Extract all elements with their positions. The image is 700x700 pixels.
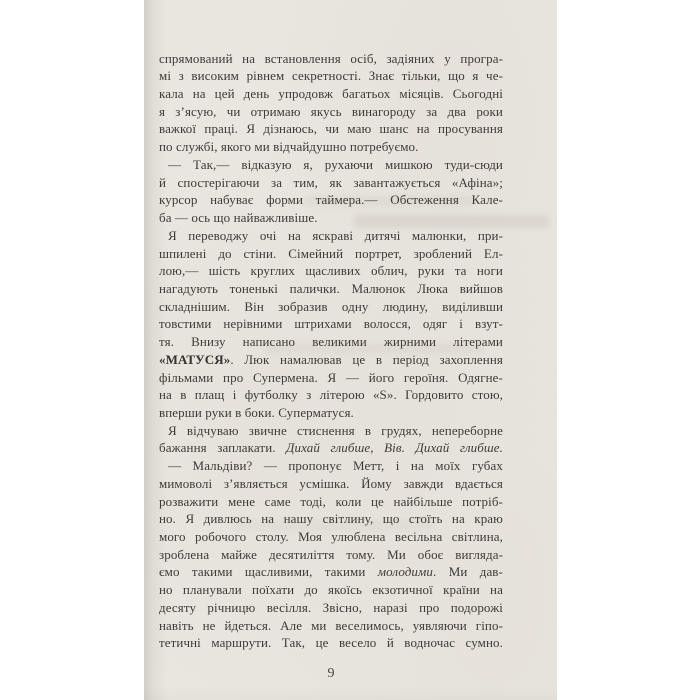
text-line [159, 280, 503, 298]
text-line [159, 581, 503, 599]
text-segment: мі з високим рівнем секретності. Знає тільки, що я че- [159, 68, 503, 84]
text-line [159, 50, 503, 68]
text-line [159, 245, 503, 263]
text-segment: важкої праці. Я дізнаюсь, чи маю шанс на просування [159, 121, 503, 137]
text-line [159, 599, 503, 617]
text-segment: но. Я дивлюсь на нашу світлину, що стоїть на краю [159, 511, 503, 527]
text-segment: кала на цей день упродовж багатьох місяців. Сьогодні [159, 86, 503, 102]
text-line [159, 262, 503, 280]
text-segment: Я переводжу очі на яскраві дитячі малюнки, при- [168, 227, 503, 243]
text-line [159, 298, 503, 316]
text-segment: лою,— шість круглих щасливих облич, руки та ноги [159, 263, 503, 279]
text-segment: мого робочого столу. Моя улюблена весільна світлина, [159, 529, 503, 544]
text-segment: нагадують тоненькі палички. Малюнок Люка вийшов [159, 280, 503, 296]
text-segment: й спостерігаючи за тим, як завантажується «Афіна»; [159, 174, 503, 190]
text-line [159, 493, 503, 511]
text-line [159, 510, 503, 528]
text-segment: на в плащ і футболку з літерою «S». Гордовито стою, [159, 387, 503, 403]
text-segment: курсор набуває форми таймера.— Обстеження Кале- [159, 192, 503, 208]
text-line [159, 546, 503, 564]
text-segment: . Ми дав- [433, 564, 503, 580]
text-line [159, 191, 503, 209]
text-segment: но планували поїхати до якоїсь екзотичної країни на [159, 582, 503, 598]
text-segment: . Люк намалював це в період захоплення [230, 351, 503, 367]
text-segment: десяту річницю весілля. Звісно, наразі про подорожі [159, 599, 503, 615]
paper-page [144, 0, 557, 700]
text-segment: фільмами про Супермена. Я — його героїня. Одягне- [159, 369, 503, 385]
text-line [159, 103, 503, 121]
text-line [159, 333, 503, 351]
text-segment: — Так,— відказую я, рухаючи мишкою туди-сюди [168, 156, 503, 172]
text-segment: тя. Внизу написано великими жирними літерами [159, 334, 503, 350]
text-segment: я з’ясую, чи отримаю якусь винагороду за два роки [159, 103, 503, 119]
text-segment: Я відчуваю звичне стиснення в грудях, непереборне [168, 422, 503, 438]
text-line [159, 174, 503, 192]
text-segment: мимоволі з’являється усмішка. Йому завжди вдається [159, 475, 503, 491]
text-line [159, 351, 503, 369]
text-segment: розважити мене саме тоді, коли це найбільше потріб- [159, 493, 503, 509]
text-line [159, 67, 503, 85]
text-line [159, 457, 503, 475]
text-line [159, 422, 503, 440]
text-segment: «МАТУСЯ» [159, 351, 231, 367]
text-segment: ба — ось що найважливіше. [159, 210, 318, 226]
text-line [159, 617, 503, 635]
text-line [159, 634, 503, 652]
text-line [159, 209, 503, 227]
text-line [159, 315, 503, 333]
paragraph [159, 50, 503, 156]
text-segment: по службі, якого ми відчайдушно потребуємо. [159, 139, 419, 155]
text-line [159, 386, 503, 404]
text-line [159, 528, 503, 546]
text-line [159, 156, 503, 174]
page-number: 9 [327, 666, 335, 681]
text-segment: молодими [377, 564, 434, 580]
paragraph [159, 457, 503, 652]
text-segment: товстими нерівними штрихами волосся, одяг і взут- [159, 316, 503, 332]
text-line [159, 369, 503, 387]
text-segment: Дихай глибше, Вів. Дихай глибше. [286, 440, 503, 456]
text-segment: шпилені до стіни. Сімейний портрет, зроблений Ел- [159, 245, 503, 261]
text-line [159, 138, 503, 156]
text-line [159, 404, 503, 422]
paragraph [159, 156, 503, 227]
text-line [159, 475, 503, 493]
text-segment: ємо такими щасливими, такими [159, 564, 378, 580]
text-segment: вперши руки в боки. Суперматуся. [159, 404, 354, 420]
text-segment: бажання заплакати. [159, 440, 287, 456]
paragraph [159, 422, 503, 457]
text-segment: спрямований на встановлення осіб, задіяних у програ- [159, 50, 503, 66]
paragraph [159, 227, 503, 422]
text-segment: — Мальдіви? — пропонує Метт, і на моїх губах [168, 458, 503, 474]
text-line [159, 85, 503, 103]
text-line [159, 120, 503, 138]
text-segment: зроблена майже десятиліття тому. Ми обоє вигляда- [159, 546, 503, 562]
text-segment: складнішим. Він зобразив одну людину, виділивши [159, 298, 503, 314]
text-segment: тетичні маршрути. Так, це весело й водночас сумно. [159, 635, 503, 651]
text-segment: навіть не йдеться. Але ми веселимось, уявляючи гіпо- [159, 617, 503, 633]
text-line [159, 563, 503, 581]
text-line [159, 439, 503, 457]
text-line [159, 227, 503, 245]
text-block [159, 50, 503, 652]
